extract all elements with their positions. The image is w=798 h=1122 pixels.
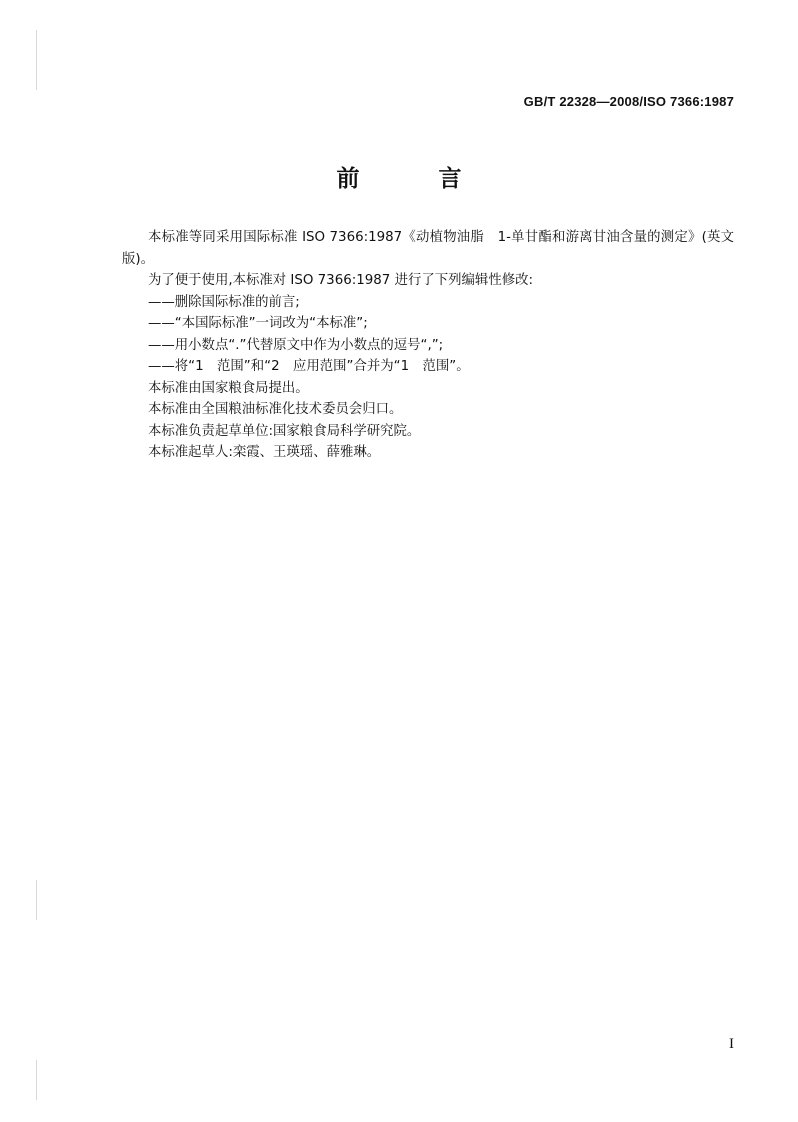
- list-item: ——将“1 范围”和“2 应用范围”合并为“1 范围”。: [148, 359, 470, 374]
- foreword-body: [122, 227, 734, 464]
- scan-edge-mark: [36, 30, 37, 90]
- scan-edge-mark: [36, 1060, 37, 1100]
- paragraph-responsible-committee: 本标准由全国粮油标准化技术委员会归口。: [148, 402, 403, 417]
- list-item: ——“本国际标准”一词改为“本标准”;: [148, 316, 368, 331]
- paragraph-proposer: 本标准由国家粮食局提出。: [148, 380, 309, 396]
- list-item: ——用小数点“.”代替原文中作为小数点的逗号“,”;: [148, 337, 444, 353]
- scan-edge-mark: [36, 880, 37, 920]
- standard-code-header: GB/T 22328—2008/ISO 7366:1987: [523, 94, 734, 109]
- paragraph-adoption: 本标准等同采用国际标准 ISO 7366:1987《动植物油脂 1-单甘酯和游离甘油含量的测定》(英文版)。: [122, 230, 734, 267]
- page-title: 前 言: [336, 166, 490, 192]
- list-item: ——删除国际标准的前言;: [148, 294, 300, 310]
- paragraph-modifications-intro: 为了便于使用,本标准对 ISO 7366:1987 进行了下列编辑性修改:: [148, 273, 534, 288]
- paragraph-drafters: 本标准起草人:栾霞、王瑛瑶、薛雅琳。: [148, 445, 381, 460]
- page-number: I: [729, 1036, 734, 1052]
- paragraph-drafting-unit: 本标准负责起草单位:国家粮食局科学研究院。: [148, 423, 421, 439]
